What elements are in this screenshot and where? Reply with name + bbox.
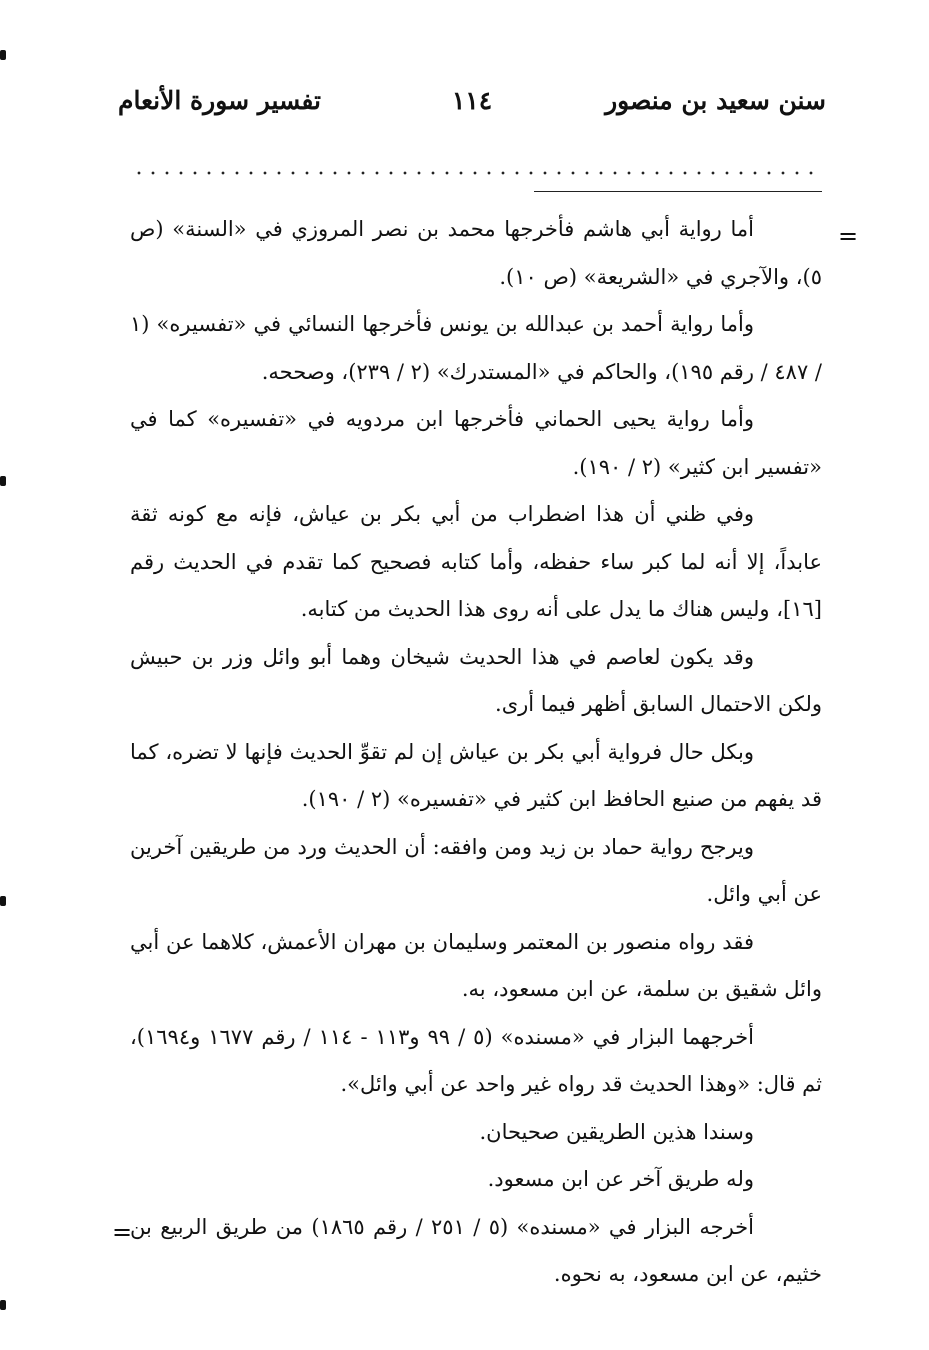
paragraph: أخرجهما البزار في «مسنده» (٥ / ٩٩ و١١٣ - ١١٤ / رقم ١٦٧٧ و١٦٩٤)، ثم قال: «وهذا الحديث قد رواه غير واحد عن أبي وائل». [130,1024,822,1096]
scan-edge-mark [0,50,6,60]
paragraph: وفي ظني أن هذا اضطراب من أبي بكر بن عياش، فإنه مع كونه ثقة عابداً، إلا أنه لما كبر ساء حفظه، وأما كتابه فصحيح كما تقدم في الحديث رقم [١٦]، وليس هناك ما يدل على أنه روى هذا الحديث من كتابه. [130,502,822,621]
continuation-mark-bottom: = [112,1218,133,1246]
paragraph: وأما رواية أحمد بن عبدالله بن يونس فأخرجها النسائي في «تفسيره» (١ / ٤٨٧ / رقم ١٩٥)، والحاكم في «المستدرك» (٢ / ٢٣٩)، وصححه. [130,312,822,384]
paragraph: وسندا هذين الطريقين صحيحان. [479,1119,754,1144]
dotted-separator [132,168,822,178]
footnote-rule [534,191,822,192]
section-title: تفسير سورة الأنعام [118,86,322,115]
paragraph: أما رواية أبي هاشم فأخرجها محمد بن نصر المروزي في «السنة» (ص ٥)، والآجري في «الشريعة» (ص ١٠). [130,217,822,289]
scan-edge-mark [0,1300,6,1310]
scan-edge-mark [0,896,6,906]
paragraph: وله طريق آخر عن ابن مسعود. [487,1167,754,1191]
paragraph: وأما رواية يحيى الحماني فأخرجها ابن مردويه في «تفسيره» كما في «تفسير ابن كثير» (٢ / ١٩٠). [130,407,822,479]
scan-edge-mark [0,476,6,486]
running-header [118,86,826,130]
paragraph: وبكل حال فرواية أبي بكر بن عياش إن لم تقوِّ الحديث فإنها لا تضره، كما قد يفهم من صنيع الحافظ ابن كثير في «تفسيره» (٢ / ١٩٠). [130,739,822,811]
page-number: ١١٤ [451,86,493,115]
paragraph: فقد رواه منصور بن المعتمر وسليمان بن مهران الأعمش، كلاهما عن أبي وائل شقيق بن سلمة، عن ابن مسعود، به. [130,929,822,1001]
footnote-body [130,206,822,1299]
paragraph: ويرجح رواية حماد بن زيد ومن وافقه: أن الحديث ورد من طريقين آخرين عن أبي وائل. [130,834,822,906]
continuation-mark-top: = [838,222,859,250]
paragraph: وقد يكون لعاصم في هذا الحديث شيخان وهما أبو وائل وزر بن حبيش ولكن الاحتمال السابق أظهر فيما أرى. [130,644,822,716]
paragraph: أخرجه البزار في «مسنده» (٥ / ٢٥١ / رقم ١٨٦٥) من طريق الربيع بن خثيم، عن ابن مسعود، به نحوه. [130,1214,822,1286]
book-title: سنن سعيد بن منصور [605,86,826,115]
